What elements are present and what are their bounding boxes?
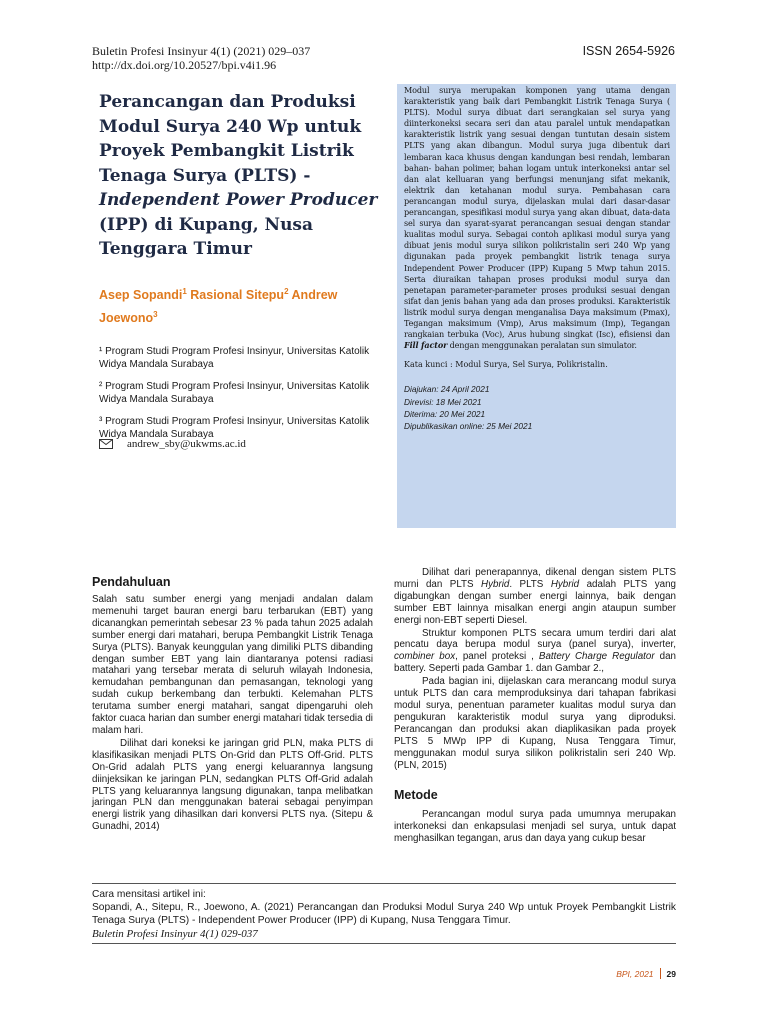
- issn: ISSN 2654-5926: [582, 44, 675, 58]
- author-2: Rasional Sitepu: [190, 288, 285, 303]
- keywords-list: Modul Surya, Sel Surya, Polikristalin.: [455, 360, 608, 370]
- affiliation-1: ¹ Program Studi Program Profesi Insinyur, Universitas Katolik Widya Mandala Surabaya: [99, 346, 370, 370]
- envelope-icon: [99, 439, 113, 449]
- paper-title: [99, 90, 389, 262]
- citation-label: Cara mensitasi artikel ini:: [92, 889, 206, 900]
- keywords: [404, 359, 670, 370]
- author-3: Andrew Joewono: [99, 288, 338, 326]
- date-published: Dipublikasikan online: 25 Mei 2021: [404, 421, 533, 432]
- affiliation-2: ² Program Studi Program Profesi Insinyur, Universitas Katolik Widya Mandala Surabaya: [99, 381, 370, 405]
- keywords-label: Kata kunci :: [404, 360, 453, 370]
- paragraph: [394, 628, 676, 676]
- paragraph: [394, 567, 676, 627]
- title-part-italic: Independent Power Producer: [99, 190, 378, 210]
- date-submitted: Diajukan: 24 April 2021: [404, 384, 490, 395]
- text-span: Dilihat dari penerapannya, dikenal dengan sistem PLTS murni dan PLTS: [394, 567, 676, 590]
- text-span-italic: Hybrid: [550, 578, 580, 590]
- text-span-italic: Battery Charge Regulator: [538, 651, 655, 663]
- paragraph: Salah satu sumber energi yang menjadi andalan dalam memenuhi target bauran energi baru terbarukan (EBT) yang dicanangkan pemerintah sebesar 23 % pada tahun 2025 adalah sumber energi dari matahari, berupa Pembangkit Listrik Tenaga Surya (PLTS). Banyak keunggulan yang dimiliki PLTS dibanding dengan sumber EBT yang lain diantaranya potensi radiasi matahari yang tersebar merata di seluruh wilayah Indonesia, kemudahan pembangunan dan pemasangan, teknologi yang sudah cukup berkembang dan terbukti. Kelemahan PLTS terutama sumber energi matahari, sangat dipengaruhi oleh faktor cuaca harian dan sumber energi matahari tidak tersedia di malam hari.: [92, 594, 373, 736]
- affiliation-3: ³ Program Studi Program Profesi Insinyur, Universitas Katolik Widya Mandala Surabaya: [99, 416, 370, 440]
- text-span-italic: combiner box: [394, 651, 456, 663]
- text-span-italic: Hybrid: [481, 578, 510, 590]
- date-revised: Direvisi: 18 Mei 2021: [404, 396, 482, 407]
- title-part-1: Perancangan dan Produksi Modul Surya 240 Wp untuk Proyek Pembangkit Listrik Tenaga Surya (PLTS) -: [99, 92, 362, 186]
- abstract-italic-term: Fill factor: [404, 340, 448, 351]
- abstract-text: [404, 85, 670, 351]
- left-column: [92, 575, 373, 834]
- affiliations: [99, 346, 379, 451]
- journal-name: Buletin Profesi Insinyur 4(1) (2021) 029–037: [92, 44, 311, 58]
- page-footer: [616, 968, 676, 979]
- section-heading-metode: Metode: [394, 788, 438, 803]
- email-row: [99, 438, 246, 450]
- article-dates: [404, 383, 670, 433]
- paragraph: Dilihat dari koneksi ke jaringan grid PLN, maka PLTS di klasifikasikan menjadi PLTS On-Grid dan PLTS Off-Grid. PLTS On-Grid adalah PLTS yang energi keluarannya langsung diinjeksikan ke jaringan PLN, sedangkan PLTS Off-Grid adalah PLTS yang keluarannya langsung digunakan, tanpa melibatkan jaringan PLN dan menggunakan baterai sebagai penyimpan energi listrik yang dihasilkan dari konversi PLTS nya. (Sitepu & Gunadhi, 2014): [92, 737, 373, 833]
- citation-box: [92, 883, 676, 944]
- abstract-box: [397, 84, 676, 528]
- abstract-body: Modul surya merupakan komponen yang utama dengan karakteristik yang baik dari Pembangkit Listrik Tenaga Surya ( PLTS). Modul surya dibuat dari serangkaian sel surya yang diinterkoneksi secara seri dan atau paralel untuk mendapatkan karakteristik listrik yang sesuai dengan tuntutan desain sistem PLTS yang akan dibangun. Modul surya juga dibentuk dari lembaran kaca khusus dengan kandungan besi rendah, lembaran bahan- bahan polimer, bahan logam untuk interkoneksi antar sel dan alat kelluaran yang berfungsi menunjang sifat mekanik, elektrik dan ketahanan modul surya. Pembahasan cara perancangan modul surya, dijelaskan mulai dari dasar-dasar perancangan, spesifikasi modul surya yang akan dibuat, data-data sel surya dan syarat-syarat perancangan sesuai dengan standar kualitas modul surya. Sebagai contoh aplikasi modul surya yang dibuat jenis modul surya silikon polikristalin seri 240 Wp yang digunakan pada proyek pembangkit listrik tenaga surya Independent Power Producer (IPP) Kupang 5 Mwp tahun 2015. Serta diuraikan tahapan proses produksi modul surya dan penetapan parameter-parameter proses produksi sesuai dengan sifat dan jenis bahan yang ada dan proses produksi. Karakteristik listrik modul surya dengan menganalisa Daya maksimum (Pmax), Tegangan maksimum (Vmp), Arus maksimum (Imp), Tegangan rangkaian terbuka (Voc), Arus hubung singkat (Isc), efisiensi dan: [404, 85, 670, 340]
- text-span: adalah PLTS yang digabungkan dengan sumber energi lainnya, baik dengan sumber EBT lainnya misalkan energi angin ataupun sumber energi non-EBT seperti Diesel.: [394, 578, 676, 626]
- text-span: Struktur komponen PLTS secara umum terdiri dari alat pencatu daya berupa modul surya (panel surya), inverter,: [394, 627, 676, 651]
- page-number: 29: [666, 968, 676, 979]
- footer-journal: BPI, 2021: [616, 968, 654, 979]
- paragraph: Perancangan modul surya pada umumnya merupakan interkoneksi dan enkapsulasi menjadi sel surya, untuk dapat menghasilkan tegangan, arus dan daya yang cukup besar: [394, 809, 676, 845]
- email-address[interactable]: andrew_sby@ukwms.ac.id: [127, 438, 246, 450]
- paragraph: Pada bagian ini, dijelaskan cara merancang modul surya untuk PLTS dan cara memproduksinya dari tahapan fabrikasi modul surya, penentuan parameter kualitas modul surya dan pengukuran karakteristik modul surya yang diproduksi. Perancangan dan produksi akan diaplikasikan pada proyek PLTS 5 MWp IPP di Kupang, Nusa Tenggara Timur, menggunakan modul surya silikon polikristalin seri 240 Wp. (PLN, 2015): [394, 676, 676, 771]
- text-span: . PLTS: [509, 578, 544, 590]
- abstract-end: dengan menggunakan peralatan sun simulator.: [449, 340, 637, 351]
- footer-divider: [660, 968, 661, 979]
- citation-body: Sopandi, A., Sitepu, R., Joewono, A. (2021) Perancangan dan Produksi Modul Surya 240 Wp untuk Proyek Pembangkit Listrik Tenaga Surya (PLTS) - Independent Power Producer (IPP) di Kupang, Nusa Tenggara Timur.: [92, 902, 676, 927]
- citation-journal: Buletin Profesi Insinyur 4(1) 029-037: [92, 927, 258, 940]
- title-part-3: (IPP) di Kupang, Nusa Tenggara Timur: [99, 214, 314, 259]
- author-1-sup: 1: [182, 287, 187, 296]
- section-heading-pendahuluan: Pendahuluan: [92, 575, 171, 589]
- doi-link[interactable]: http://dx.doi.org/10.20527/bpi.v4i1.96: [92, 58, 277, 72]
- text-span: dan battery. Seperti pada Gambar 1. dan Gambar 2.,: [394, 651, 676, 675]
- author-1: Asep Sopandi: [99, 288, 183, 303]
- journal-header: [92, 44, 310, 72]
- author-3-sup: 3: [153, 310, 158, 320]
- date-accepted: Diterima: 20 Mei 2021: [404, 409, 486, 420]
- right-column: [394, 567, 676, 846]
- text-span: , panel proteksi ,: [455, 651, 534, 663]
- author-list: [99, 282, 379, 328]
- author-2-sup: 2: [284, 287, 289, 296]
